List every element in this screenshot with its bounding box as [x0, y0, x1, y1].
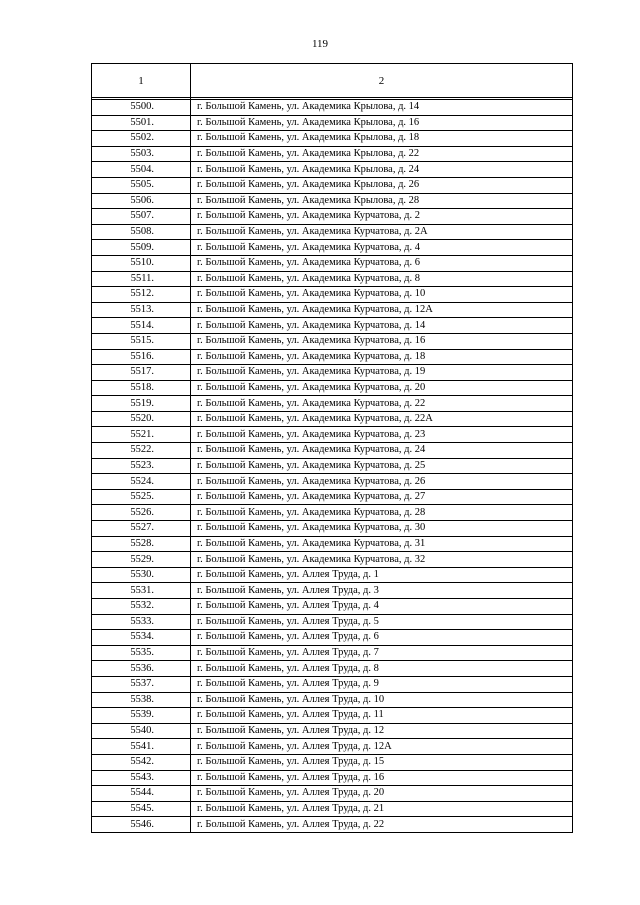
row-number: 5508. — [92, 224, 191, 240]
table-row — [92, 365, 573, 381]
table-row — [92, 739, 573, 755]
table-row — [92, 427, 573, 443]
row-number: 5507. — [92, 209, 191, 225]
table-row — [92, 193, 573, 209]
table-row — [92, 567, 573, 583]
row-address: г. Большой Камень, ул. Аллея Труда, д. 12А — [191, 739, 573, 755]
row-number: 5536. — [92, 661, 191, 677]
row-number: 5510. — [92, 255, 191, 271]
table-row — [92, 661, 573, 677]
row-address: г. Большой Камень, ул. Аллея Труда, д. 3 — [191, 583, 573, 599]
row-number: 5511. — [92, 271, 191, 287]
row-address: г. Большой Камень, ул. Академика Курчатова, д. 23 — [191, 427, 573, 443]
row-number: 5514. — [92, 318, 191, 334]
row-number: 5513. — [92, 302, 191, 318]
row-address: г. Большой Камень, ул. Академика Курчатова, д. 12А — [191, 302, 573, 318]
table-row — [92, 599, 573, 615]
table-row — [92, 115, 573, 131]
row-number: 5524. — [92, 474, 191, 490]
row-number: 5517. — [92, 365, 191, 381]
row-number: 5509. — [92, 240, 191, 256]
row-address: г. Большой Камень, ул. Академика Крылова, д. 28 — [191, 193, 573, 209]
row-number: 5505. — [92, 177, 191, 193]
row-address: г. Большой Камень, ул. Академика Курчатова, д. 4 — [191, 240, 573, 256]
row-number: 5530. — [92, 567, 191, 583]
row-number: 5520. — [92, 411, 191, 427]
table-row — [92, 708, 573, 724]
row-address: г. Большой Камень, ул. Академика Курчатова, д. 6 — [191, 255, 573, 271]
table-row — [92, 505, 573, 521]
row-address: г. Большой Камень, ул. Академика Курчатова, д. 20 — [191, 380, 573, 396]
table-row — [92, 630, 573, 646]
table-row — [92, 100, 573, 116]
row-address: г. Большой Камень, ул. Академика Курчатова, д. 27 — [191, 489, 573, 505]
row-address: г. Большой Камень, ул. Академика Курчатова, д. 24 — [191, 443, 573, 459]
row-address: г. Большой Камень, ул. Аллея Труда, д. 10 — [191, 692, 573, 708]
row-address: г. Большой Камень, ул. Аллея Труда, д. 4 — [191, 599, 573, 615]
table-row — [92, 770, 573, 786]
table-row — [92, 146, 573, 162]
table-row — [92, 474, 573, 490]
row-address: г. Большой Камень, ул. Аллея Труда, д. 9 — [191, 676, 573, 692]
row-number: 5512. — [92, 287, 191, 303]
row-number: 5528. — [92, 536, 191, 552]
table-row — [92, 302, 573, 318]
table-header — [92, 64, 573, 98]
row-address: г. Большой Камень, ул. Академика Курчатова, д. 2А — [191, 224, 573, 240]
row-address: г. Большой Камень, ул. Академика Курчатова, д. 18 — [191, 349, 573, 365]
row-number: 5503. — [92, 146, 191, 162]
row-address: г. Большой Камень, ул. Аллея Труда, д. 22 — [191, 817, 573, 833]
table-row — [92, 255, 573, 271]
table-row — [92, 614, 573, 630]
row-address: г. Большой Камень, ул. Академика Курчатова, д. 14 — [191, 318, 573, 334]
row-address: г. Большой Камень, ул. Академика Курчатова, д. 26 — [191, 474, 573, 490]
table-row — [92, 676, 573, 692]
table-row — [92, 224, 573, 240]
row-number: 5539. — [92, 708, 191, 724]
row-address: г. Большой Камень, ул. Академика Курчатова, д. 10 — [191, 287, 573, 303]
table-row — [92, 443, 573, 459]
row-number: 5532. — [92, 599, 191, 615]
table-row — [92, 583, 573, 599]
row-address: г. Большой Камень, ул. Академика Курчатова, д. 22 — [191, 396, 573, 412]
table-row — [92, 396, 573, 412]
row-address: г. Большой Камень, ул. Академика Крылова, д. 24 — [191, 162, 573, 178]
address-table — [91, 63, 573, 833]
table-row — [92, 318, 573, 334]
table-row — [92, 209, 573, 225]
row-address: г. Большой Камень, ул. Академика Курчатова, д. 8 — [191, 271, 573, 287]
row-number: 5501. — [92, 115, 191, 131]
row-number: 5544. — [92, 786, 191, 802]
row-address: г. Большой Камень, ул. Академика Крылова, д. 14 — [191, 100, 573, 116]
row-address: г. Большой Камень, ул. Аллея Труда, д. 8 — [191, 661, 573, 677]
row-number: 5502. — [92, 131, 191, 147]
table-row — [92, 801, 573, 817]
row-number: 5540. — [92, 723, 191, 739]
row-number: 5518. — [92, 380, 191, 396]
table-row — [92, 131, 573, 147]
column-header-address: 2 — [191, 64, 573, 98]
row-address: г. Большой Камень, ул. Академика Курчатова, д. 16 — [191, 333, 573, 349]
row-address: г. Большой Камень, ул. Аллея Труда, д. 15 — [191, 754, 573, 770]
table-body — [92, 98, 573, 833]
row-address: г. Большой Камень, ул. Академика Курчатова, д. 22А — [191, 411, 573, 427]
table-row — [92, 692, 573, 708]
row-number: 5525. — [92, 489, 191, 505]
row-number: 5538. — [92, 692, 191, 708]
table-row — [92, 380, 573, 396]
row-address: г. Большой Камень, ул. Академика Курчатова, д. 19 — [191, 365, 573, 381]
row-number: 5546. — [92, 817, 191, 833]
row-number: 5545. — [92, 801, 191, 817]
row-number: 5521. — [92, 427, 191, 443]
row-address: г. Большой Камень, ул. Аллея Труда, д. 7 — [191, 645, 573, 661]
column-header-number: 1 — [92, 64, 191, 98]
table-row — [92, 817, 573, 833]
row-address: г. Большой Камень, ул. Академика Курчатова, д. 30 — [191, 521, 573, 537]
row-address: г. Большой Камень, ул. Академика Курчатова, д. 2 — [191, 209, 573, 225]
table-row — [92, 786, 573, 802]
row-number: 5500. — [92, 100, 191, 116]
table-row — [92, 458, 573, 474]
row-number: 5533. — [92, 614, 191, 630]
table-row — [92, 349, 573, 365]
row-address: г. Большой Камень, ул. Академика Крылова, д. 16 — [191, 115, 573, 131]
row-address: г. Большой Камень, ул. Аллея Труда, д. 16 — [191, 770, 573, 786]
row-address: г. Большой Камень, ул. Академика Курчатова, д. 32 — [191, 552, 573, 568]
table-row — [92, 754, 573, 770]
table-row — [92, 536, 573, 552]
row-address: г. Большой Камень, ул. Академика Крылова, д. 22 — [191, 146, 573, 162]
row-number: 5519. — [92, 396, 191, 412]
row-number: 5531. — [92, 583, 191, 599]
row-number: 5523. — [92, 458, 191, 474]
row-address: г. Большой Камень, ул. Аллея Труда, д. 21 — [191, 801, 573, 817]
row-address: г. Большой Камень, ул. Академика Крылова, д. 26 — [191, 177, 573, 193]
row-number: 5529. — [92, 552, 191, 568]
row-number: 5516. — [92, 349, 191, 365]
table-row — [92, 240, 573, 256]
row-number: 5522. — [92, 443, 191, 459]
row-number: 5542. — [92, 754, 191, 770]
row-address: г. Большой Камень, ул. Аллея Труда, д. 11 — [191, 708, 573, 724]
page-number: 119 — [311, 38, 329, 50]
row-number: 5526. — [92, 505, 191, 521]
row-address: г. Большой Камень, ул. Академика Крылова, д. 18 — [191, 131, 573, 147]
row-address: г. Большой Камень, ул. Аллея Труда, д. 12 — [191, 723, 573, 739]
row-number: 5537. — [92, 676, 191, 692]
row-number: 5543. — [92, 770, 191, 786]
row-number: 5534. — [92, 630, 191, 646]
table-row — [92, 333, 573, 349]
row-address: г. Большой Камень, ул. Академика Курчатова, д. 31 — [191, 536, 573, 552]
table-row — [92, 552, 573, 568]
row-address: г. Большой Камень, ул. Академика Курчатова, д. 25 — [191, 458, 573, 474]
row-number: 5527. — [92, 521, 191, 537]
row-address: г. Большой Камень, ул. Аллея Труда, д. 6 — [191, 630, 573, 646]
row-number: 5535. — [92, 645, 191, 661]
row-address: г. Большой Камень, ул. Академика Курчатова, д. 28 — [191, 505, 573, 521]
header-row — [92, 64, 573, 98]
table-row — [92, 287, 573, 303]
row-number: 5541. — [92, 739, 191, 755]
table-row — [92, 177, 573, 193]
row-address: г. Большой Камень, ул. Аллея Труда, д. 20 — [191, 786, 573, 802]
row-number: 5515. — [92, 333, 191, 349]
table-row — [92, 521, 573, 537]
table-row — [92, 489, 573, 505]
table-row — [92, 645, 573, 661]
table-row — [92, 162, 573, 178]
table-row — [92, 723, 573, 739]
table-row — [92, 271, 573, 287]
row-address: г. Большой Камень, ул. Аллея Труда, д. 5 — [191, 614, 573, 630]
row-number: 5506. — [92, 193, 191, 209]
row-number: 5504. — [92, 162, 191, 178]
row-address: г. Большой Камень, ул. Аллея Труда, д. 1 — [191, 567, 573, 583]
table-row — [92, 411, 573, 427]
